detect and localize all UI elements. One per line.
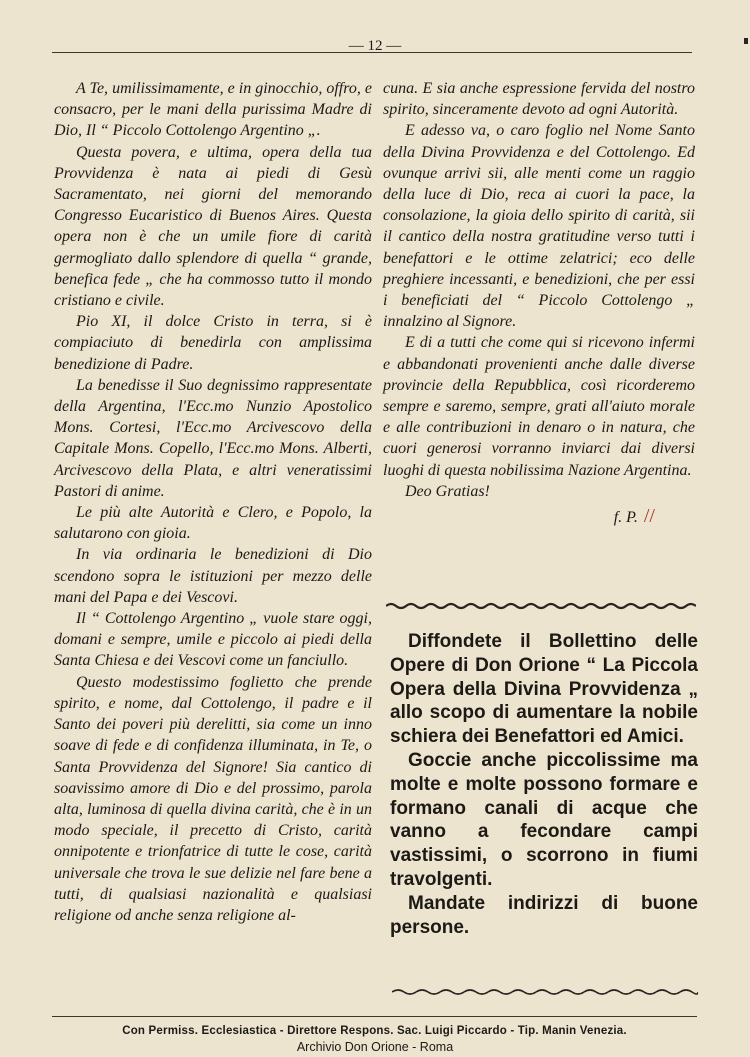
paragraph: Pio XI, il dolce Cristo in terra, si è compiaciuto di benedirla con amplissima benedizione di Padre. [54,313,372,373]
paragraph: Le più alte Autorità e Clero, e Popolo, la salutarono con gioia. [54,504,372,543]
notice-paragraph: Goccie anche piccolissime ma molte e molte possono formare e formano canali di acque che vanno a fecondare campi vastissimi, o scorrono in fiumi travolgenti. [390,749,698,890]
bottom-rule [52,1016,697,1017]
paragraph: Questa povera, e ultima, opera della tua Provvidenza è nata ai piedi di Gesù Sacramentato, nei giorni del memorando Congresso Eucaristico di Buenos Aires. Questa opera non è che un umile fiore di carità germogliato dallo splendore di quella “ grande, benefica fede „ che ha commosso tutto il mondo cristiano e civile. [54,143,372,310]
paragraph: A Te, umilissimamente, e in ginocchio, offro, e consacro, per le mani della purissima Madre di Dio, Il “ Piccolo Cottolengo Argentino „. [54,80,372,140]
notice-paragraph: Mandate indirizzi di buone persone. [390,892,698,938]
notice-box [390,630,698,939]
wavy-divider-bottom [392,987,698,997]
paragraph: Questo modestissimo foglietto che prende spirito, e nome, dal Cottolengo, il padre e il Santo dei poveri più derelitti, sia come un inno soave di fede e di confidenza illuminata, in Te, o Santa Provvidenza del Signore! Sia cantico di soavissimo amore di Dio e del prossimo, parola alta, luminosa di quella divina carità, che è in un modo speciale, il precetto di Cristo, carità onnipotente e trionfatrice di tutte le cose, carità universale che trova le sue delizie nel fare bene a tutti, di qualsiasi nazionalità e qualsiasi religione od anche senza religione al- [54,673,372,924]
paragraph: E di a tutti che come qui si ricevono infermi e abbandonati provenienti anche dalle diverse provincie della Repubblica, così ricorderemo sempre e saremo, sempre, grati all'aiuto morale e alle contribuzioni in denaro o in natura, che cuori generosi vorranno inviarci dai diversi luoghi di questa nobilissima Nazione Argentina. [383,334,695,479]
signature-mark: // [643,505,655,528]
left-column [54,78,372,926]
paragraph: cuna. E sia anche espressione fervida del nostro spirito, sinceramente devoto ad ogni Autorità. [383,80,695,119]
page-number: — 12 — [348,38,402,54]
notice-paragraph: Diffondete il Bollettino delle Opere di Don Orione “ La Piccola Opera della Divina Provvidenza „ allo scopo di aumentare la nobile schiera dei Benefattori ed Amici. [390,631,698,748]
signature-text: f. P. [613,509,638,527]
right-column [383,78,695,528]
paragraph: In via ordinaria le benedizioni di Dio scendono sopra le istituzioni per mezzo delle mani del Papa e dei Vescovi. [54,546,372,606]
archive-stamp: Archivio Don Orione - Roma [296,1040,454,1054]
imprint-footer: Con Permiss. Ecclesiastica - Direttore Respons. Sac. Luigi Piccardo - Tip. Manin Venezia. [122,1025,627,1037]
top-rule [52,52,692,53]
signature [383,506,695,528]
paragraph: La benedisse il Suo degnissimo rappresentate della Argentina, l'Ecc.mo Nunzio Apostolico Mons. Cortesi, l'Ecc.mo Arcivescovo della Capitale Mons. Copello, l'Ecc.mo Mons. Alberti, Arcivescovo della Plata, e altri veneratissimi Pastori di anime. [54,376,372,500]
wavy-divider [386,601,696,611]
paragraph: Il “ Cottolengo Argentino „ vuole stare oggi, domani e sempre, umile e piccolo ai piedi della Santa Chiesa e dei Vescovi come un fanciullo. [54,610,372,670]
closing-line: Deo Gratias! [405,482,490,500]
paragraph: E adesso va, o caro foglio nel Nome Santo della Divina Provvidenza e del Cottolengo. Ed ovunque arrivi sii, alle menti come un raggio della luce di Dio, reca ai cuori la pace, la consolazione, la gioia dello spirito di carità, sii il cantico della nostra gratitudine verso tutti i benefattori e le ottime zelatrici; eco delle preghiere incessanti, e benedizioni, che per essi i beneficiati del “ Piccolo Cottolengo „ innalzino al Signore. [383,122,695,331]
